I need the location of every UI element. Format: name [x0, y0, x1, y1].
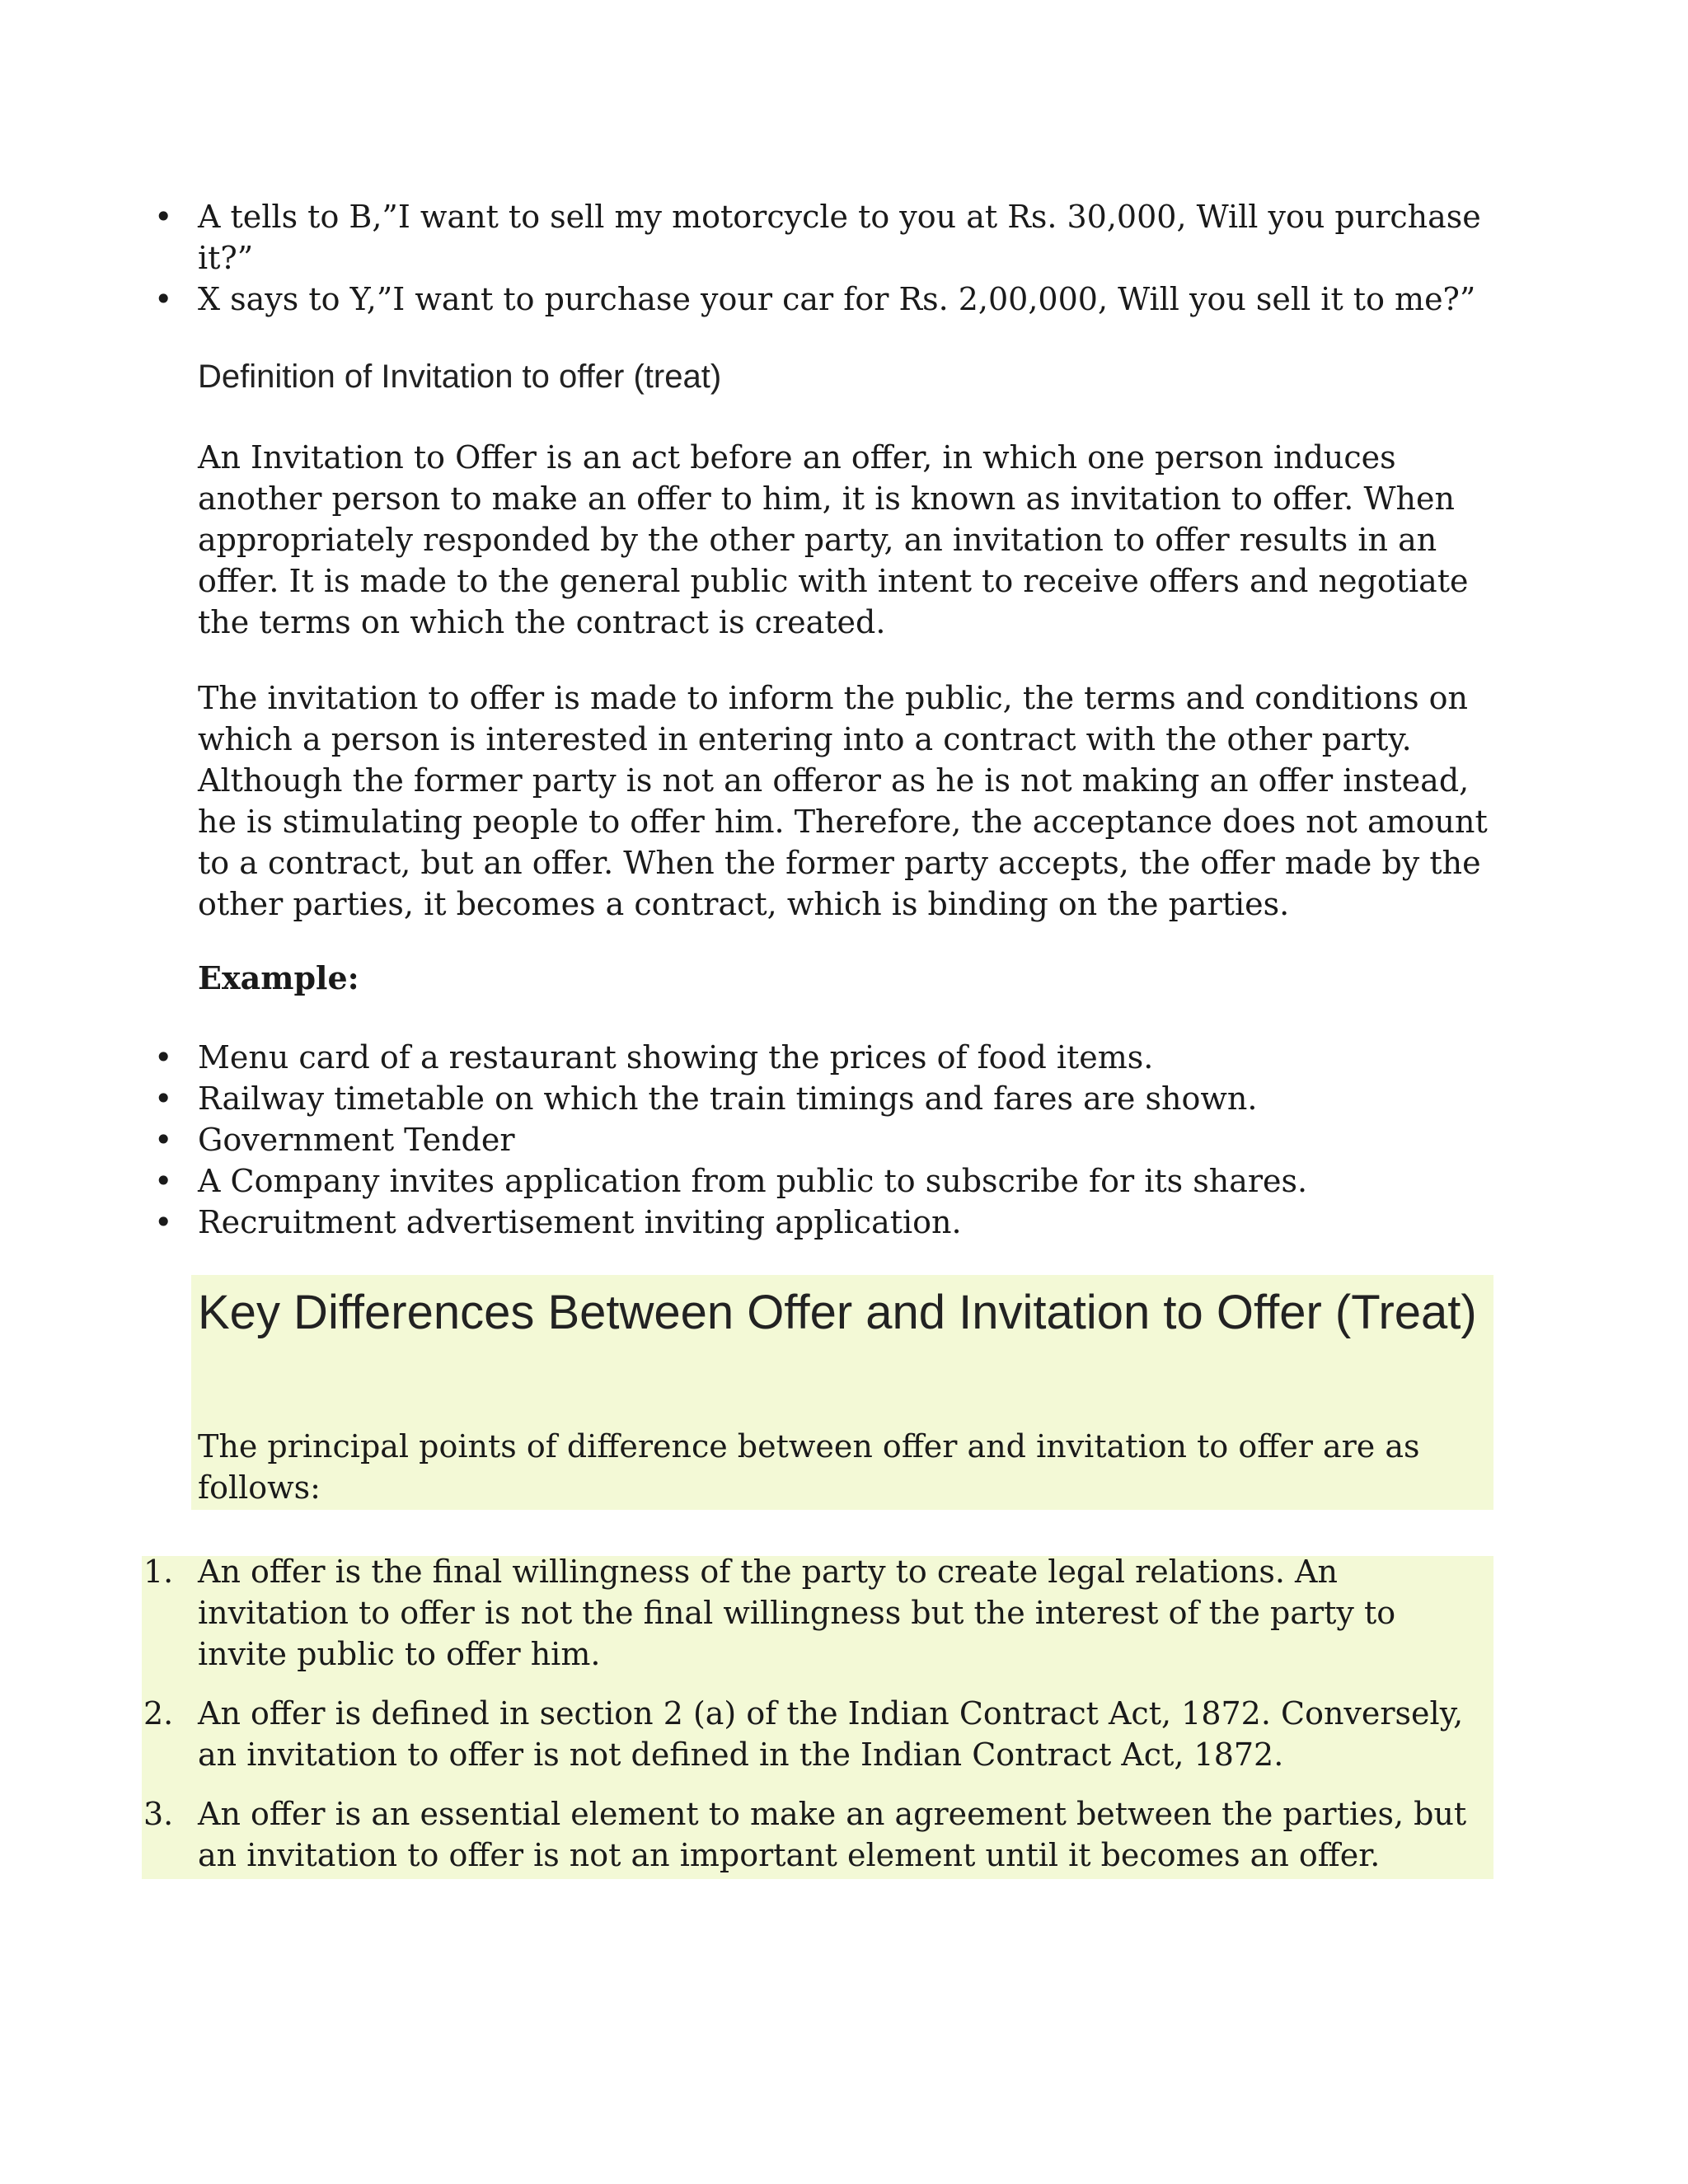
item-number: 2. [143, 1695, 174, 1732]
bullet-text: Menu card of a restaurant showing the prices of food items. [198, 1039, 1154, 1076]
example-label: Example: [198, 959, 359, 996]
list-item [143, 1793, 1488, 1876]
item-number: 1. [143, 1554, 174, 1590]
list-item [154, 196, 1500, 279]
bullet-icon: • [154, 1163, 173, 1199]
list-item [154, 1078, 1500, 1119]
bullet-text: A Company invites application from public to subscribe for its shares. [198, 1163, 1308, 1199]
list-item [154, 1202, 1500, 1243]
bullet-text: Recruitment advertisement inviting application. [198, 1204, 962, 1240]
list-item [154, 279, 1500, 320]
item-text: An offer is the final willingness of the party to create legal relations. An invitation to offer is not the final willingness but the interest of the party to invite public to offer him. [198, 1554, 1396, 1672]
definition-heading: Definition of Invitation to offer (treat) [198, 359, 722, 395]
differences-list [143, 1551, 1488, 1894]
bullet-text: A tells to B,”I want to sell my motorcycle to you at Rs. 30,000, Will you purchase it?” [198, 199, 1481, 276]
bullet-text: Railway timetable on which the train timings and fares are shown. [198, 1080, 1258, 1117]
bullet-icon: • [154, 1204, 173, 1240]
item-number: 3. [143, 1796, 174, 1832]
list-item [143, 1551, 1488, 1675]
bullet-text: Government Tender [198, 1122, 515, 1158]
bullet-icon: • [154, 199, 173, 235]
list-item [154, 1160, 1500, 1202]
top-bullet-list [154, 196, 1500, 320]
bullet-icon: • [154, 1122, 173, 1158]
key-differences-heading: Key Differences Between Offer and Invitation to Offer (Treat) [198, 1286, 1477, 1339]
list-item [154, 1119, 1500, 1160]
definition-paragraph: An Invitation to Offer is an act before an offer, in which one person induces another person to make an offer to him, it is known as invitation to offer. When appropriately responded by the other party, an invitation to offer results in an offer. It is made to the general public with intent to receive offers and negotiate the terms on which the contract is created. [198, 439, 1469, 640]
list-item [143, 1693, 1488, 1775]
list-item [154, 1037, 1500, 1078]
bullet-text: X says to Y,”I want to purchase your car for Rs. 2,00,000, Will you sell it to me?” [198, 281, 1476, 317]
item-text: An offer is an essential element to make an agreement between the parties, but an invitation to offer is not an important element until it becomes an offer. [198, 1796, 1467, 1873]
bullet-icon: • [154, 1039, 173, 1076]
bullet-icon: • [154, 281, 173, 317]
explanation-paragraph: The invitation to offer is made to inform the public, the terms and conditions on which a person is interested in entering into a contract with the other party. Although the former party is not an offeror as he is not making an offer instead, he is stimulating people to offer him. Therefore, the acceptance does not amount to a contract, but an offer. When the former party accepts, the offer made by the other parties, it becomes a contract, which is binding on the parties. [198, 680, 1488, 922]
item-text: An offer is defined in section 2 (a) of the Indian Contract Act, 1872. Conversely, an invitation to offer is not defined in the Indian Contract Act, 1872. [198, 1695, 1464, 1773]
example-bullet-list [154, 1037, 1500, 1243]
bullet-icon: • [154, 1080, 173, 1117]
principal-points-paragraph: The principal points of difference between offer and invitation to offer are as follows: [198, 1428, 1420, 1506]
